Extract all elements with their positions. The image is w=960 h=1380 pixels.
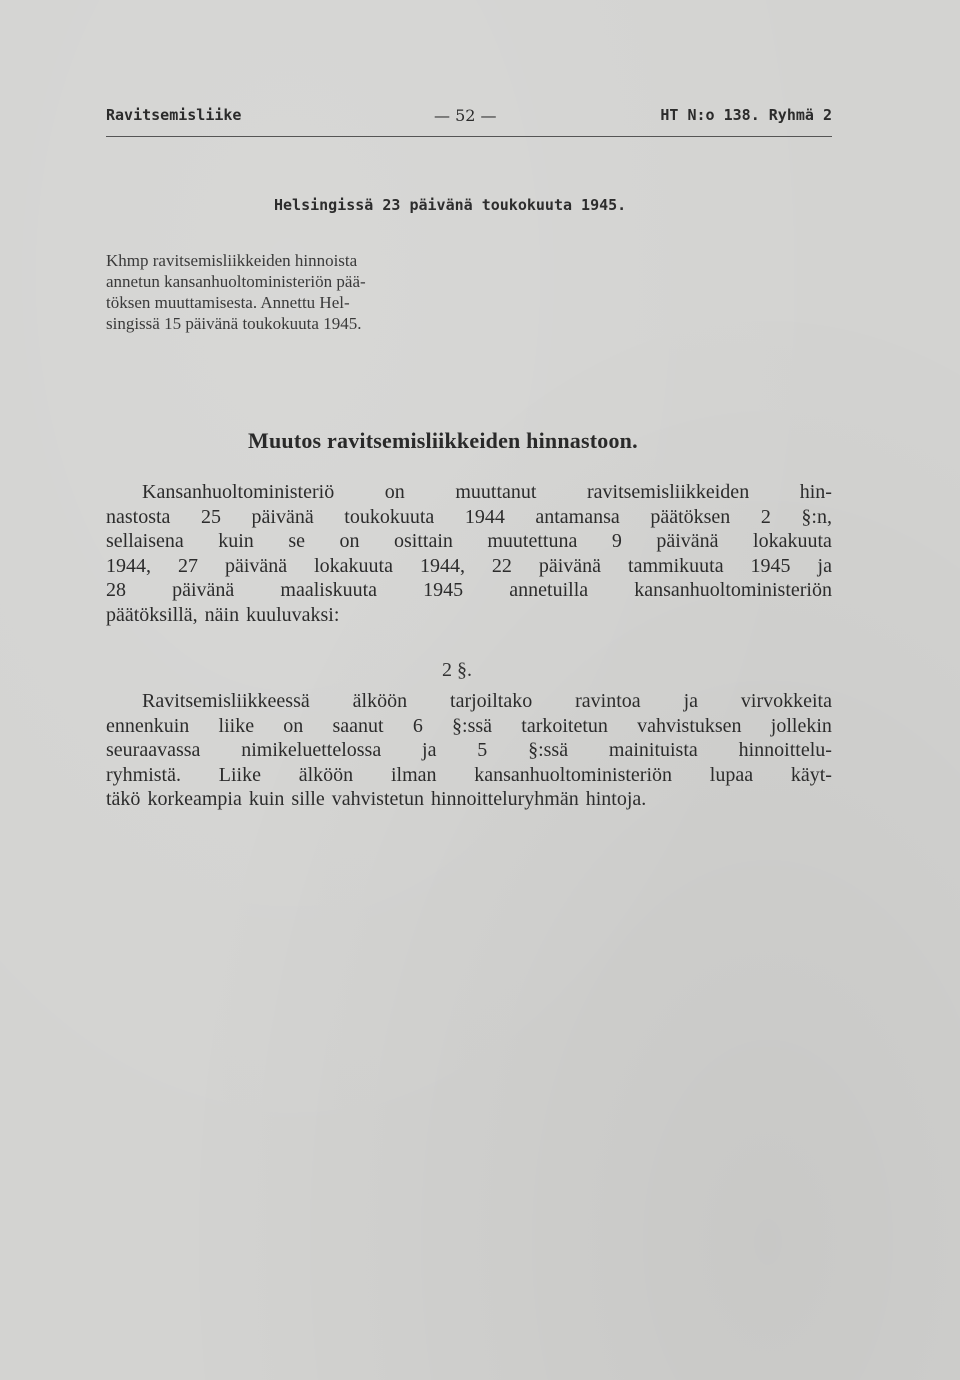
word: päivänä (656, 530, 719, 552)
word: on (384, 481, 405, 503)
header-rule (106, 136, 832, 137)
word: kansanhuoltoministeriön (634, 579, 832, 601)
word: 2 (760, 505, 771, 528)
text-line (106, 578, 832, 603)
word: maaliskuuta (280, 579, 378, 601)
word: nimikeluettelossa (241, 739, 382, 761)
word: täkö (106, 788, 141, 810)
paragraph-2 (106, 689, 832, 812)
word: kuin (248, 788, 285, 810)
word: ryhmistä. (106, 763, 181, 786)
word: älköön (298, 763, 354, 786)
page-number: — 52 — (434, 106, 497, 125)
word: lokakuuta (314, 554, 393, 577)
word: se (288, 530, 305, 552)
word: muuttanut (455, 481, 537, 503)
word: 5 (477, 739, 488, 761)
header-section-name: Ravitsemisliike (106, 106, 242, 124)
word: 9 (611, 530, 622, 552)
page-header (106, 104, 832, 132)
word: sellaisena (106, 530, 184, 552)
word: käyt- (790, 763, 832, 786)
word: 25 (200, 505, 221, 528)
text-line (106, 529, 832, 554)
word: toukokuuta (344, 505, 435, 528)
text-line (106, 714, 832, 739)
section-number: 2 §. (442, 659, 472, 681)
word: mainituista (608, 739, 698, 761)
word: ja (817, 554, 832, 577)
paragraph-1 (106, 480, 832, 627)
word: kuin (218, 530, 254, 552)
word: ravintoa (575, 690, 641, 712)
word: päivänä (538, 554, 602, 577)
word: päivänä (172, 579, 235, 601)
word: 1945 (423, 579, 464, 601)
text-line (106, 738, 832, 763)
word: ravitsemisliikkeiden (587, 481, 750, 503)
word: saanut (332, 714, 384, 737)
word: muutettuna (487, 530, 578, 552)
word: ilman (390, 763, 437, 786)
text-line (106, 603, 832, 628)
word: annetuilla (509, 579, 589, 601)
word: osittain (393, 530, 453, 552)
word: päivänä (224, 554, 288, 577)
word: seuraavassa (106, 739, 201, 761)
word: on (283, 714, 304, 737)
word: on (339, 530, 360, 552)
word: korkeampia (147, 788, 242, 810)
word: lokakuuta (753, 530, 832, 552)
word: näin (204, 603, 240, 626)
word: jollekin (770, 714, 832, 737)
word: tarjoiltako (450, 690, 533, 712)
text-line (106, 554, 832, 579)
word: päätöksillä, (106, 603, 198, 626)
word: hinnoitteluryhmän (430, 788, 579, 810)
word: älköön (352, 690, 408, 712)
word: hin- (799, 481, 832, 503)
word: ennenkuin (106, 714, 190, 737)
word: ja (422, 739, 437, 761)
date-line: Helsingissä 23 päivänä toukokuuta 1945. (274, 196, 627, 214)
word: kansanhuoltoministeriön (474, 763, 673, 786)
text-line (106, 505, 832, 530)
margin-note (106, 250, 456, 334)
text-line (106, 787, 832, 812)
word: §:ssä (452, 714, 493, 737)
word: kuuluvaksi: (246, 603, 340, 626)
header-reference: HT N:o 138. Ryhmä 2 (660, 106, 832, 124)
word: päätöksen (650, 505, 731, 528)
word: 1944, (419, 554, 465, 577)
text-line (106, 763, 832, 788)
word: §:ssä (528, 739, 569, 761)
word: 6 (412, 714, 423, 737)
word: vahvistuksen (637, 714, 742, 737)
word: tarkoitetun (521, 714, 608, 737)
word: tammikuuta (628, 554, 724, 577)
text-line (106, 689, 832, 714)
word: lupaa (709, 763, 754, 786)
note-line: annetun kansanhuoltoministeriön pää- (106, 272, 366, 291)
word: Ravitsemisliikkeessä (142, 690, 310, 712)
word: liike (218, 714, 255, 737)
note-line: singissä 15 päivänä toukokuuta 1945. (106, 314, 362, 333)
word: päivänä (251, 505, 314, 528)
word: 22 (491, 554, 512, 577)
word: ja (683, 690, 698, 712)
word: hinnoittelu- (738, 739, 832, 761)
text-line (106, 480, 832, 505)
document-title: Muutos ravitsemisliikkeiden hinnastoon. (248, 428, 638, 453)
word: antamansa (535, 505, 620, 528)
word: §:n, (801, 505, 832, 528)
word: 1944 (464, 505, 505, 528)
word: hintoja. (585, 788, 647, 810)
word: sille (291, 788, 325, 810)
word: Liike (218, 763, 261, 786)
word: 27 (177, 554, 198, 577)
word: Kansanhuoltoministeriö (142, 481, 335, 503)
word: vahvistetun (331, 788, 424, 810)
word: virvokkeita (740, 690, 832, 712)
note-line: töksen muuttamisesta. Annettu Hel- (106, 293, 350, 312)
word: nastosta (106, 505, 171, 528)
word: 28 (106, 579, 126, 601)
note-line: Khmp ravitsemisliikkeiden hinnoista (106, 251, 358, 270)
word: 1944, (106, 554, 151, 577)
word: 1945 (750, 554, 791, 577)
